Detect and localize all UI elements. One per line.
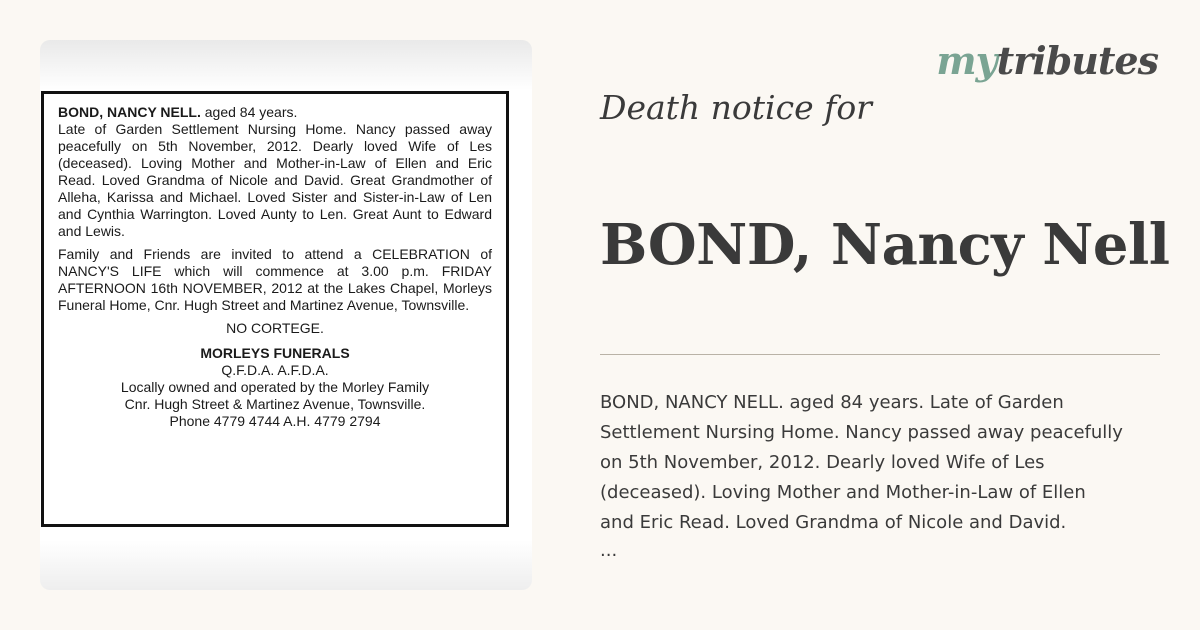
excerpt-ellipsis: ... [600, 540, 618, 561]
notice-name: BOND, NANCY NELL. [58, 104, 201, 120]
notice-body-1: Late of Garden Settlement Nursing Home. Nancy passed away peacefully on 5th November, 2012. Dearly loved Wife of Les (deceased). Loving Mother and Mother-in-Law of Ellen and Eric Read. Loved Grandma of Nicole and David. Great Grandmother of Alleha, Karissa and Michael. Loved Sister and Sister-in-Law of Len and Cynthia Warrington. Loved Aunty to Len. Great Aunt to Edward and Lewis. [58, 121, 492, 239]
notice-paragraph-2: Family and Friends are invited to attend a CELEBRATION of NANCY'S LIFE which will commence at 3.00 p.m. FRIDAY AFTERNOON 16th NOVEMBER, 2012 at the Lakes Chapel, Morleys Funeral Home, Cnr. Hugh Street and Martinez Avenue, Townsville. [58, 246, 492, 313]
logo-my: my [936, 38, 997, 83]
death-notice-clipping [40, 40, 532, 590]
logo-tributes: tributes [996, 38, 1158, 83]
funeral-home-associations: Q.F.D.A. A.F.D.A. [221, 362, 329, 378]
funeral-home-name: MORLEYS FUNERALS [200, 345, 350, 361]
notice-cortege: NO CORTEGE. [226, 320, 324, 336]
notice-paragraph-1 [58, 104, 492, 240]
divider [600, 354, 1160, 355]
funeral-home-tagline: Locally owned and operated by the Morley Family [120, 379, 430, 395]
mytributes-logo[interactable] [936, 38, 1158, 83]
funeral-home-address: Cnr. Hugh Street & Martinez Avenue, Townsville. [124, 396, 426, 412]
funeral-home-phone: Phone 4779 4744 A.H. 4779 2794 [169, 413, 381, 429]
page-subtitle: Death notice for [600, 88, 872, 127]
page-title: BOND, Nancy Nell [600, 212, 1170, 278]
notice-age: aged 84 years. [200, 104, 298, 120]
notice-excerpt: BOND, NANCY NELL. aged 84 years. Late of Garden Settlement Nursing Home. Nancy passed away peacefully on 5th November, 2012. Dearly loved Wife of Les (deceased). Loving Mother and Mother-in-Law of Ellen and Eric Read. Loved Grandma of Nicole and David. [600, 392, 1123, 533]
notice-frame [41, 91, 509, 527]
